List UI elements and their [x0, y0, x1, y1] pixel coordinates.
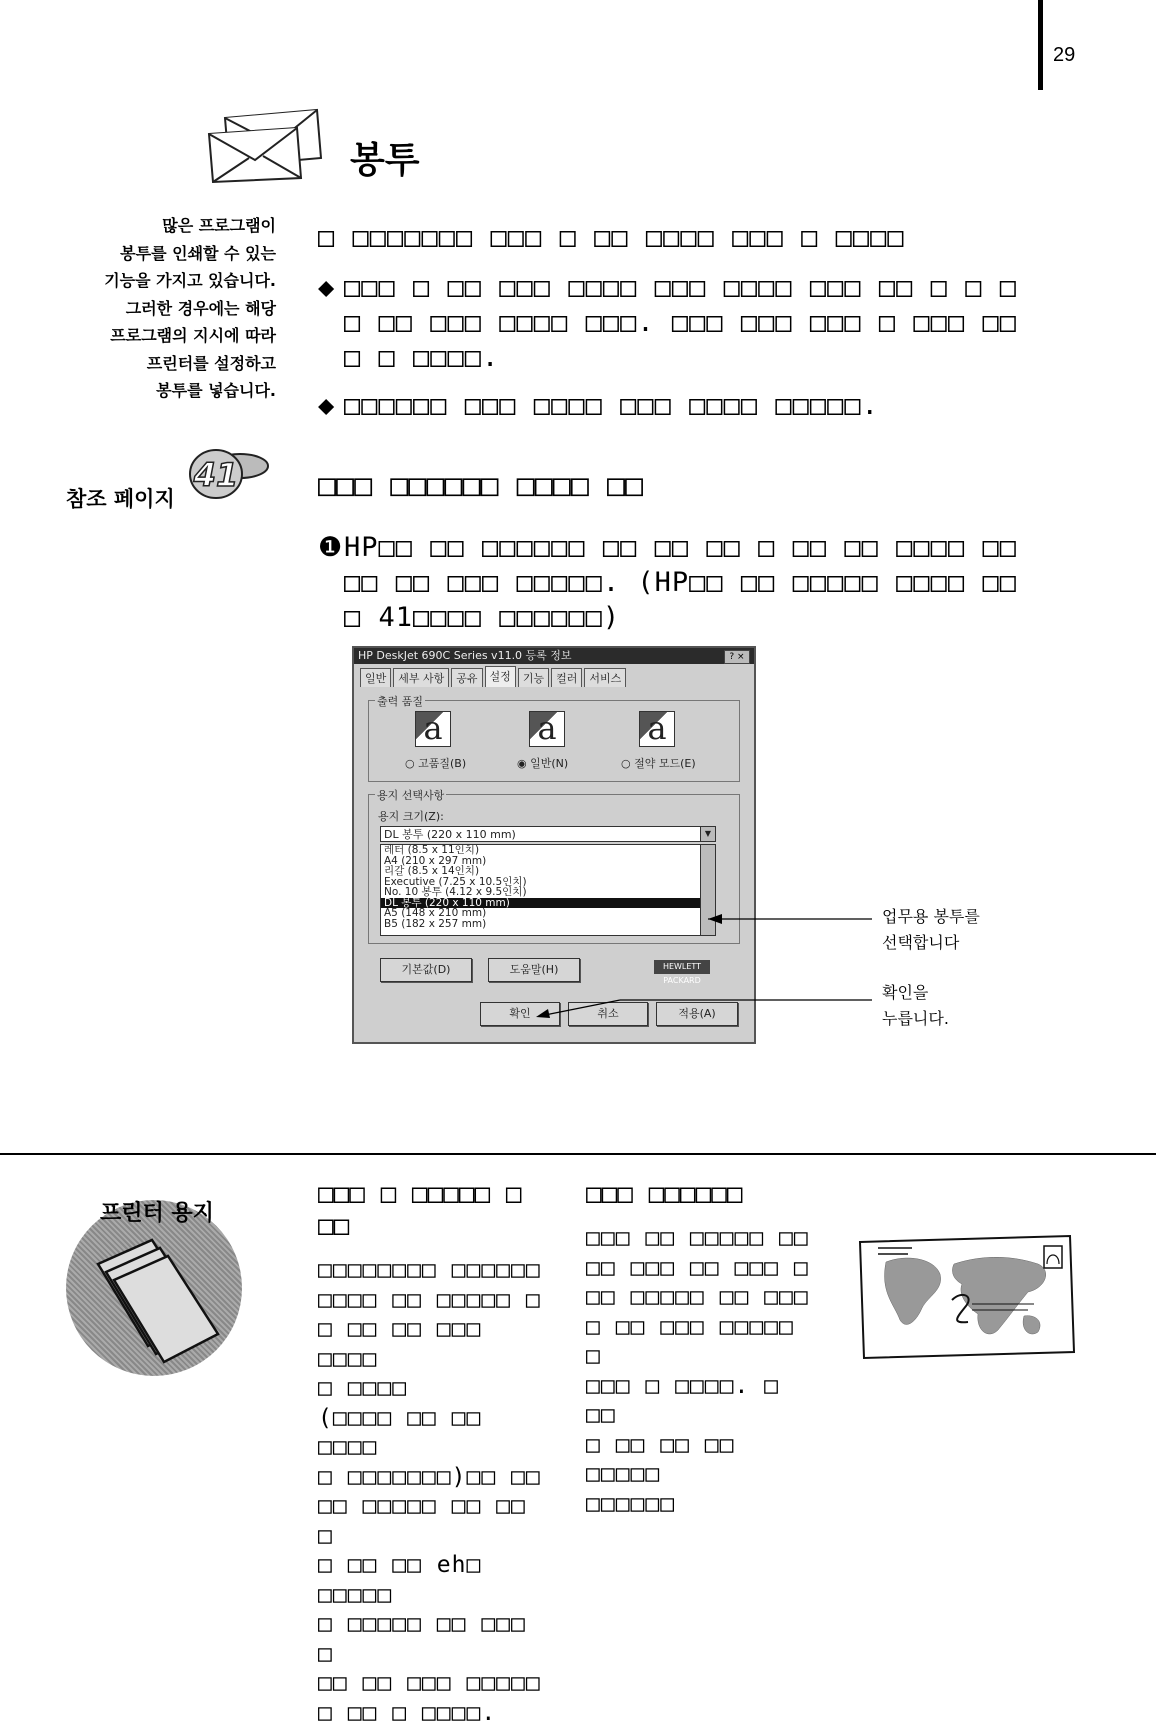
column-1-line: □□ □□ □□□ □□□□□ — [318, 1669, 548, 1699]
list-item[interactable]: 리갈 (8.5 x 14인치) — [381, 866, 715, 877]
intro-paragraph: □ □□□□□□□ □□□ □ □□ □□□□ □□□ □ □□□□ — [318, 220, 1058, 255]
bullet-line: □□□ □ □□ □□□ □□□□ □□□ □□□□ □□□ □□ □ □ □ — [344, 270, 1038, 305]
column-1-line: □ □□□□□ □□ □□□ □ — [318, 1610, 548, 1669]
column-2-line: □□□ □□ □□□□□ □□ — [586, 1224, 816, 1254]
section-heading: □□□ □□□□□□ □□□□ □□ — [318, 468, 643, 503]
column-2-line: □□ □□□□□ □□ □□□ — [586, 1283, 816, 1313]
list-item[interactable]: A5 (148 x 210 mm) — [381, 908, 715, 919]
ok-button[interactable]: 확인 — [480, 1002, 560, 1026]
column-2-line: □ □□ □□ □□ □□□□□ — [586, 1431, 816, 1490]
hp-logo: HEWLETT PACKARD — [654, 960, 710, 974]
section-divider — [0, 1153, 1156, 1155]
bullet-line: □ □ □□□□. — [344, 340, 1038, 375]
reference-page-number: 41 — [193, 456, 239, 494]
paper-size-value: DL 봉투 (220 x 110 mm) — [384, 828, 516, 841]
step-line: □ 41□□□□ □□□□□□) — [344, 600, 1038, 635]
radio-best-quality[interactable]: ○ 고품질(B) — [405, 755, 466, 771]
column-1-line: □□ □□□□□ □□ □□ □ — [318, 1492, 548, 1551]
print-quality-label: 출력 품질 — [375, 693, 425, 709]
callout-press-ok — [882, 980, 949, 1032]
dialog-title: HP DeskJet 690C Series v11.0 등록 정보 — [358, 649, 572, 662]
paper-size-label: 용지 크기(Z): — [378, 808, 444, 824]
callout-select-envelope — [882, 904, 980, 956]
sidenote-line: 봉투를 넣습니다. — [100, 377, 276, 405]
sidenote-line: 프로그램의 지시에 따라 — [100, 322, 276, 350]
cancel-button[interactable]: 취소 — [568, 1002, 648, 1026]
airmail-envelope-icon — [858, 1234, 1076, 1360]
column-1-line: (□□□□ □□ □□ □□□□ — [318, 1404, 548, 1463]
quality-normal-icon: a — [529, 711, 565, 747]
tab-color[interactable]: 컬러 — [551, 668, 582, 687]
column-2-line: □ □□ □□□ □□□□□ □ — [586, 1313, 816, 1372]
column-1 — [318, 1178, 548, 1728]
page-number: 29 — [1053, 44, 1075, 67]
column-1-heading-line: □□ — [318, 1210, 548, 1242]
step-line: □□ □□ □□□ □□□□□. (HP□□ □□ □□□□□ □□□□ □□ — [344, 565, 1038, 600]
callout-line: 확인을 — [882, 980, 949, 1006]
sidenote-line: 많은 프로그램이 — [100, 212, 276, 240]
paper-stack-icon — [92, 1234, 222, 1364]
help-close-buttons[interactable]: ? × — [724, 650, 750, 664]
tab-general[interactable]: 일반 — [360, 668, 391, 687]
reference-label: 참조 페이지 — [66, 483, 175, 513]
radio-econofast[interactable]: ○ 절약 모드(E) — [621, 755, 696, 771]
column-2-heading: □□□ □□□□□□ — [586, 1178, 816, 1210]
column-1-heading-line: □□□ □ □□□□□ □ — [318, 1178, 548, 1210]
diamond-bullet-icon: ◆ — [318, 270, 335, 305]
bullet-line: □ □□ □□□ □□□□ □□□. □□□ □□□ □□□ □ □□□ □□ — [344, 305, 1038, 340]
help-button[interactable]: 도움말(H) — [488, 958, 580, 982]
list-item[interactable]: 레터 (8.5 x 11인치) — [381, 845, 715, 856]
column-1-line: □□□□ □□ □□□□□ □ — [318, 1286, 548, 1316]
column-1-line: □ □□ □ □□□□. — [318, 1699, 548, 1728]
sidenote-line: 기능을 가지고 있습니다. — [100, 267, 276, 295]
quality-best-icon: a — [415, 711, 451, 747]
column-1-line: □□□□□□□□ □□□□□□ — [318, 1256, 548, 1286]
column-2-line: □□□ □ □□□□. □ □□ — [586, 1372, 816, 1431]
default-button[interactable]: 기본값(D) — [380, 958, 472, 982]
step-line: HP□□ □□ □□□□□□ □□ □□ □□ □ □□ □□ □□□□ □□ — [344, 530, 1038, 565]
callout-line: 업무용 봉투를 — [882, 904, 980, 930]
column-1-line: □ □□□□□□□)□□ □□ — [318, 1463, 548, 1493]
apply-button[interactable]: 적용(A) — [656, 1002, 738, 1026]
list-item[interactable]: Executive (7.25 x 10.5인치) — [381, 877, 715, 888]
diamond-bullet-icon: ◆ — [318, 388, 335, 423]
chevron-down-icon[interactable]: ▼ — [700, 827, 715, 841]
callout-line: 선택합니다 — [882, 930, 980, 956]
column-1-line: □ □□ □□ eh□ □□□□□ — [318, 1551, 548, 1610]
page-title: 봉투 — [350, 132, 420, 183]
tab-services[interactable]: 서비스 — [584, 668, 626, 687]
list-item[interactable]: No. 10 봉투 (4.12 x 9.5인치) — [381, 887, 715, 898]
bullet-line: □□□□□□ □□□ □□□□ □□□ □□□□ □□□□□. — [344, 388, 1038, 423]
list-item[interactable]: B5 (182 x 257 mm) — [381, 919, 715, 930]
column-2 — [586, 1178, 816, 1519]
column-1-line: □ □□□□ — [318, 1374, 548, 1404]
paper-section-label: 프린터 용지 — [100, 1196, 214, 1227]
column-2-line: □□ □□□ □□ □□□ □ — [586, 1254, 816, 1284]
sidenote-line: 프린터를 설정하고 — [100, 350, 276, 378]
sidenote-line: 봉투를 인쇄할 수 있는 — [100, 240, 276, 268]
paper-options-label: 용지 선택사항 — [375, 787, 446, 803]
tab-details[interactable]: 세부 사항 — [393, 668, 449, 687]
sidenote-line: 그러한 경우에는 해당 — [100, 295, 276, 323]
list-item-selected[interactable]: DL 봉투 (220 x 110 mm) — [381, 898, 715, 909]
quality-econofast-icon: a — [639, 711, 675, 747]
list-item[interactable]: A4 (210 x 297 mm) — [381, 856, 715, 867]
callout-line: 누릅니다. — [882, 1006, 949, 1032]
tab-features[interactable]: 기능 — [518, 668, 549, 687]
column-2-line: □□□□□□ — [586, 1490, 816, 1520]
radio-normal-quality[interactable]: ◉ 일반(N) — [517, 755, 568, 771]
column-1-line: □ □□ □□ □□□ □□□□ — [318, 1315, 548, 1374]
tab-sharing[interactable]: 공유 — [451, 668, 482, 687]
step-number-icon: ❶ — [318, 530, 343, 565]
tab-setup[interactable]: 설정 — [485, 666, 516, 687]
